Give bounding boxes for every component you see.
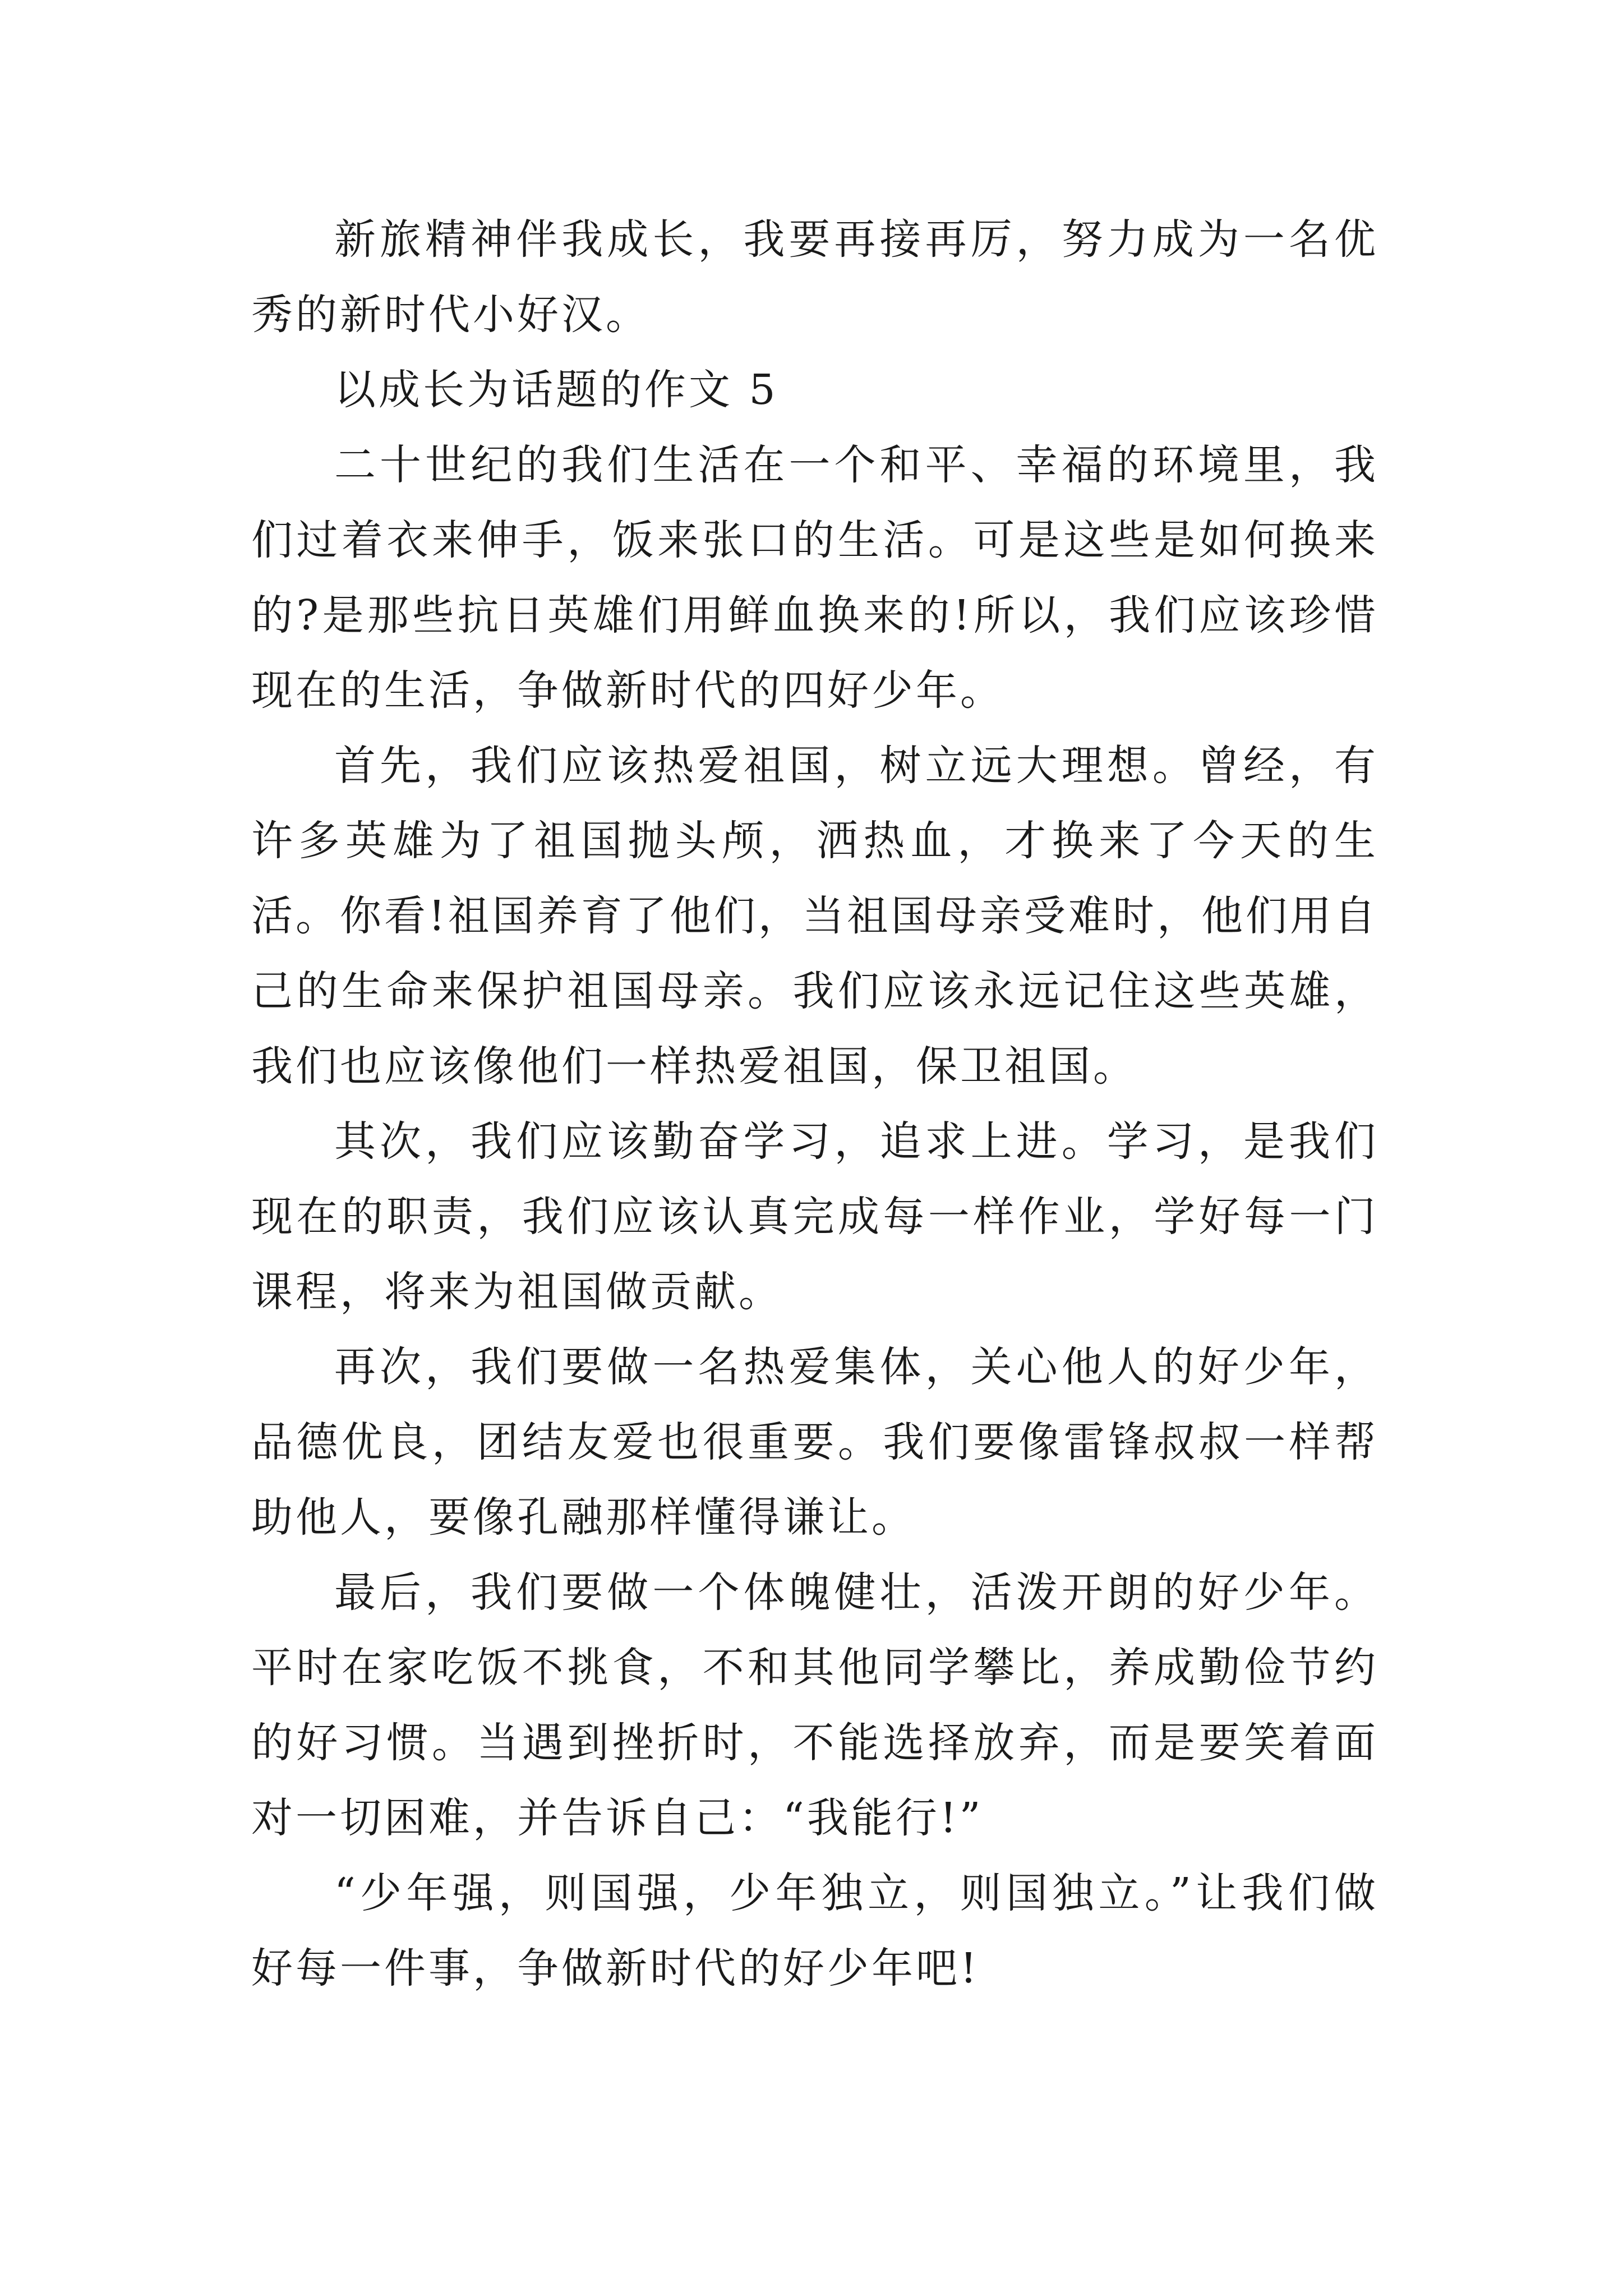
paragraph-closing: “少年强，则国强，少年独立，则国独立。”让我们做好每一件事，争做新时代的好少年吧! bbox=[251, 1869, 1378, 1993]
paragraph-first: 首先，我们应该热爱祖国，树立远大理想。曾经，有许多英雄为了祖国抛头颅，洒热血，才换来了今天的生活。你看!祖国养育了他们，当祖国母亲受难时，他们用自己的生命来保护祖国母亲。我们应该永远记住这些英雄，我们也应该像他们一样热爱祖国，保卫祖国。 bbox=[251, 742, 1378, 1091]
essay-heading: 以成长为话题的作文 5 bbox=[334, 366, 778, 414]
paragraph-opening: 二十世纪的我们生活在一个和平、幸福的环境里，我们过着衣来伸手，饭来张口的生活。可是这些是如何换来的?是那些抗日英雄们用鲜血换来的!所以，我们应该珍惜现在的生活，争做新时代的四好少年。 bbox=[251, 441, 1378, 715]
document-body bbox=[251, 202, 1378, 2006]
paragraph-intro-conclusion: 新旅精神伴我成长，我要再接再厉，努力成为一名优秀的新时代小好汉。 bbox=[251, 215, 1378, 339]
paragraph-second: 其次，我们应该勤奋学习，追求上进。学习，是我们现在的职责，我们应该认真完成每一样作业，学好每一门课程，将来为祖国做贡献。 bbox=[251, 1117, 1378, 1316]
paragraph-third: 再次，我们要做一名热爱集体，关心他人的好少年，品德优良，团结友爱也很重要。我们要像雷锋叔叔一样帮助他人，要像孔融那样懂得谦让。 bbox=[251, 1343, 1378, 1542]
paragraph-fourth: 最后，我们要做一个体魄健壮，活泼开朗的好少年。平时在家吃饭不挑食，不和其他同学攀比，养成勤俭节约的好习惯。当遇到挫折时，不能选择放弃，而是要笑着面对一切困难，并告诉自己：“我能行!” bbox=[251, 1568, 1378, 1842]
